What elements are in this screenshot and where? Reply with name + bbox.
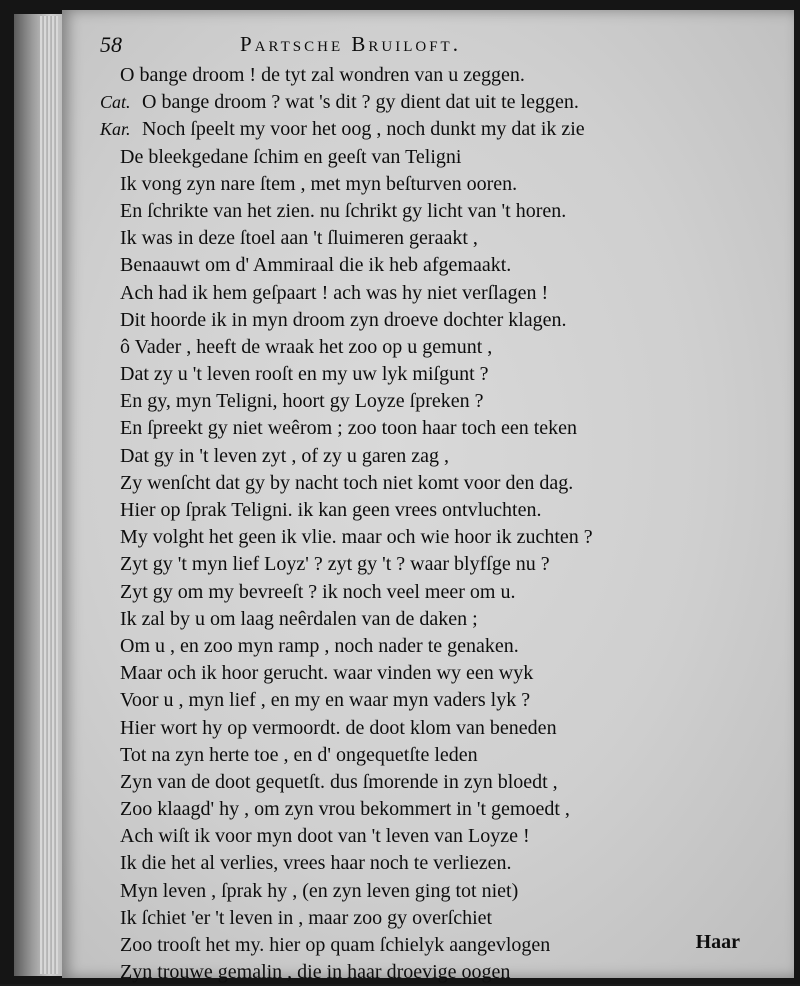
verse-text: Ik vong zyn nare ſtem , met myn beſturven ooren. — [120, 172, 518, 195]
verse-text: Noch ſpeelt my voor het oog , noch dunkt my dat ik zie — [142, 118, 585, 141]
verse-text: Zoo trooſt het my. hier op quam ſchielyk aangevlogen — [120, 934, 551, 956]
verse-line — [100, 307, 700, 334]
catchword: Haar — [695, 931, 740, 953]
verse-line — [100, 171, 700, 198]
verse-text: Zy wenſcht dat gy by nacht toch niet komt voor den dag. — [120, 471, 574, 494]
verse-text: Zyn van de doot gequetſt. dus ſmorende in zyn bloedt , — [120, 770, 558, 793]
verse-text: ô Vader , heeft de wraak het zoo op u gemunt , — [120, 335, 493, 358]
verse-line — [100, 905, 700, 932]
verse-line — [100, 850, 700, 877]
verse-text: O bange droom ? wat 's dit ? gy dient dat uit te leggen. — [142, 91, 579, 114]
verse-text: Dit hoorde ik in myn droom zyn droeve dochter klagen. — [120, 308, 567, 331]
verse-line — [100, 796, 700, 823]
verse-text: En ſpreekt gy niet weêrom ; zoo toon haar toch een teken — [120, 417, 578, 440]
page-header — [100, 26, 740, 60]
verse-text: My volght het geen ik vlie. maar och wie hoor ik zuchten ? — [120, 526, 593, 549]
verse-text: Om u , en zoo myn ramp , noch nader te genaken. — [120, 634, 519, 657]
verse-line — [100, 551, 700, 578]
verse-text: Dat gy in 't leven zyt , of zy u garen zag , — [120, 444, 450, 467]
verse-text: Ik die het al verlies, vrees haar noch te verliezen. — [120, 852, 512, 875]
verse-text: Benaauwt om d' Ammiraal die ik heb afgemaakt. — [120, 254, 512, 277]
speaker-label: Cat. — [100, 92, 131, 113]
verse-text: Hier wort hy op vermoordt. de doot klom van beneden — [120, 716, 557, 739]
verse-text: Zyn trouwe gemalin , die in haar droevige oogen — [120, 961, 511, 984]
verse-line — [100, 415, 700, 442]
verse-line — [100, 497, 700, 524]
verse-line — [100, 280, 700, 307]
verse-text: De bleekgedane ſchim en geeſt van Teligni — [120, 145, 462, 168]
verse-line — [100, 715, 700, 742]
verse-text: Ach wiſt ik voor myn doot van 't leven van Loyze ! — [120, 825, 530, 848]
verse-line — [100, 769, 700, 796]
verse-line — [100, 443, 700, 470]
verse-line — [100, 62, 700, 89]
page-number: 58 — [100, 32, 122, 57]
verse-text: Zoo klaagd' hy , om zyn vrou bekommert in 't gemoedt , — [120, 798, 570, 821]
verse-text-block — [100, 62, 700, 986]
verse-text: En gy, myn Teligni, hoort gy Loyze ſpreken ? — [120, 390, 484, 413]
verse-line — [100, 878, 700, 905]
verse-line — [100, 823, 700, 850]
verse-line — [100, 144, 700, 171]
verse-line — [100, 742, 700, 769]
verse-line — [100, 388, 700, 415]
verse-text: Maar och ik hoor gerucht. waar vinden wy een wyk — [120, 662, 534, 685]
verse-text: Hier op ſprak Teligni. ik kan geen vrees ontvluchten. — [120, 499, 542, 521]
running-title: Partsche Bruiloft. — [240, 32, 461, 56]
verse-line — [100, 334, 700, 361]
verse-line — [100, 252, 700, 279]
speaker-label: Kar. — [100, 119, 131, 140]
verse-line — [100, 198, 700, 225]
verse-line — [100, 225, 700, 252]
verse-line — [100, 524, 700, 551]
verse-line — [100, 687, 700, 714]
verse-line — [100, 932, 700, 959]
verse-text: Ach had ik hem geſpaart ! ach was hy niet verſlagen ! — [120, 281, 549, 304]
verse-line — [100, 89, 700, 116]
verse-line — [100, 361, 700, 388]
verse-line — [100, 959, 700, 986]
verse-text: En ſchrikte van het zien. nu ſchrikt gy licht van 't horen. — [120, 199, 567, 222]
verse-line — [100, 633, 700, 660]
verse-text: Ik was in deze ſtoel aan 't ſluimeren geraakt , — [120, 227, 478, 250]
verse-line — [100, 579, 700, 606]
verse-text: Ik zal by u om laag neêrdalen van de daken ; — [120, 607, 478, 630]
verse-text: Dat zy u 't leven rooſt en my uw lyk miſgunt ? — [120, 363, 489, 386]
verse-text: Myn leven , ſprak hy , (en zyn leven ging tot niet) — [120, 879, 519, 902]
verse-line — [100, 116, 700, 143]
verse-text: Zyt gy om my bevreeſt ? ik noch veel meer om u. — [120, 580, 516, 603]
verse-text: Voor u , myn lief , en my en waar myn vaders lyk ? — [120, 689, 531, 712]
verse-text: Ik ſchiet 'er 't leven in , maar zoo gy overſchiet — [120, 906, 493, 929]
verse-line — [100, 606, 700, 633]
verse-text: Zyt gy 't myn lief Loyz' ? zyt gy 't ? waar blyfſge nu ? — [120, 553, 550, 576]
verse-line — [100, 660, 700, 687]
verse-text: O bange droom ! de tyt zal wondren van u zeggen. — [120, 64, 525, 86]
verse-text: Tot na zyn herte toe , en d' ongequetſte leden — [120, 743, 478, 766]
page-edges — [40, 16, 58, 974]
verse-line — [100, 470, 700, 497]
